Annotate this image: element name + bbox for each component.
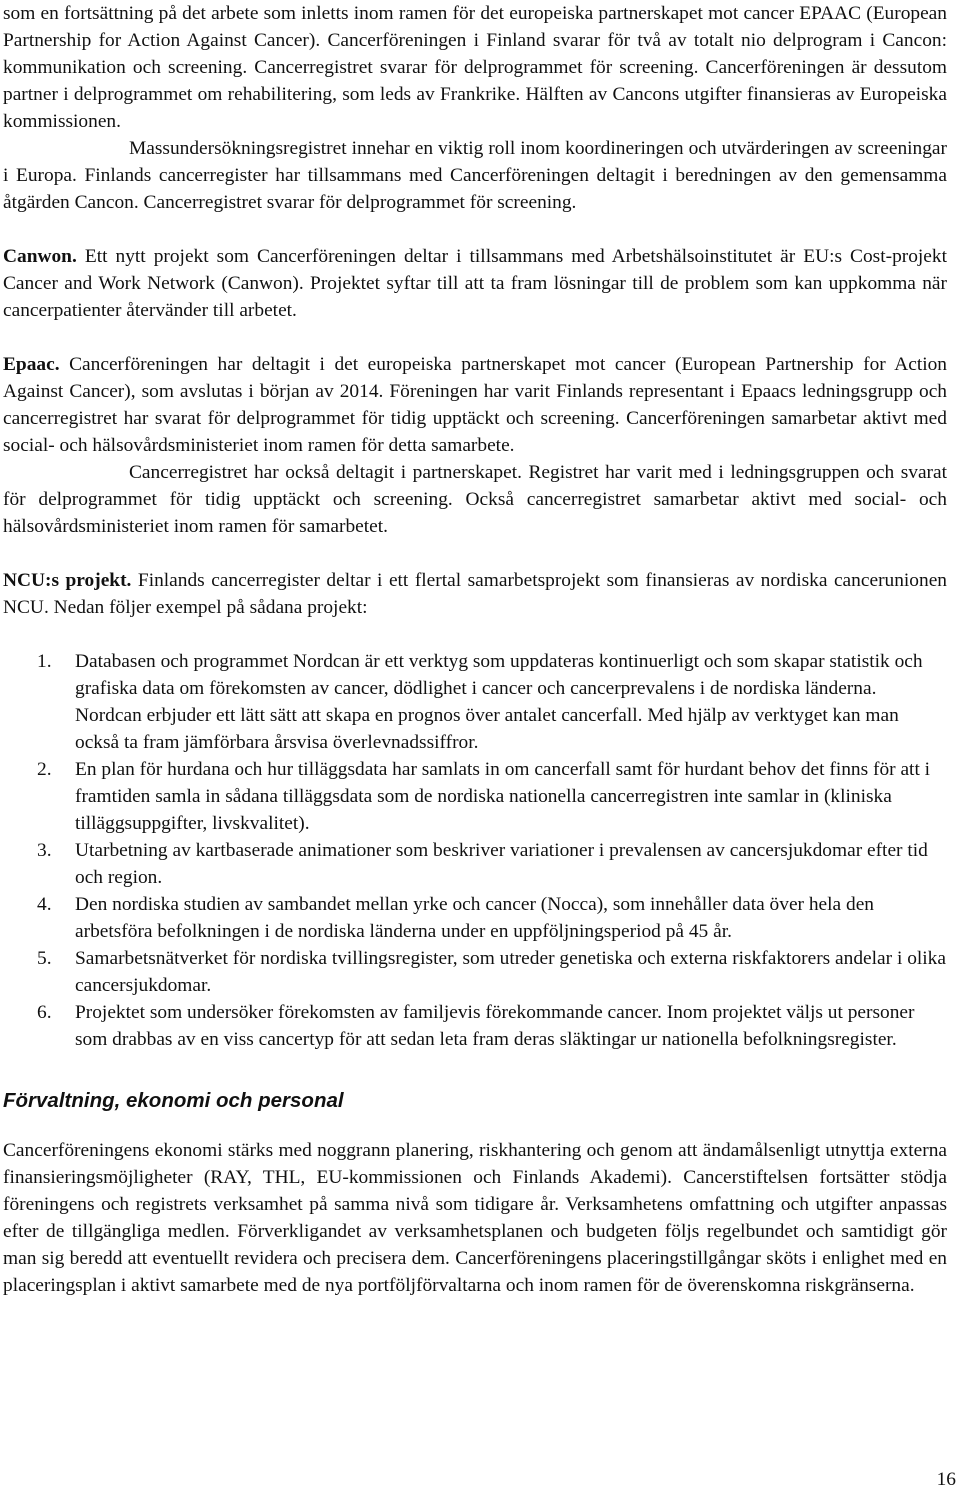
list-item-number: 2. <box>37 759 52 780</box>
list-item-text: Samarbetsnätverket för nordiska tvillingsregister, som utreder genetiska och externa riskfaktorers andelar i olika cancersjukdomar. <box>75 948 946 996</box>
intro-paragraph-screening-registry: Massundersökningsregistret innehar en viktig roll inom koordineringen och utvärderingen av screeningar i Europa. Finlands cancerregister har tillsammans med Cancerföreningen deltagit i beredningen av den gemensamma åtgärden Cancon. Cancerregistret svarar för delprogrammet för screening. <box>3 138 947 213</box>
list-item-text: Databasen och programmet Nordcan är ett verktyg som uppdateras kontinuerligt och som skapar statistik och grafiska data om förekomsten av cancer, dödlighet i cancer och cancerprevalens i de nordiska länderna. Nordcan erbjuder ett lätt sätt att skapa en prognos över antalet cancerfall. Med hjälp av verktyget kan man också ta fram jämförbara årsvisa överlevnadssiffror. <box>75 651 923 753</box>
list-item <box>3 648 947 756</box>
page-number: 16 <box>936 1469 956 1490</box>
list-item <box>3 891 947 945</box>
list-item <box>3 945 947 999</box>
document-page <box>3 0 947 1299</box>
list-item <box>3 837 947 891</box>
section-heading: Förvaltning, ekonomi och personal <box>3 1089 344 1112</box>
epaac-text: Cancerföreningen har deltagit i det europeiska partnerskapet mot cancer (European Partnership for Action Against Cancer), som avslutas i början av 2014. Föreningen har varit Finlands representant i Epaacs ledningsgrupp och cancerregistret har svarat för delprogrammet för tidig upptäckt och screening. Cancerföreningen samarbetar aktivt med social- och hälsovårdsministeriet inom ramen för detta samarbete. <box>3 354 947 456</box>
list-item-text: En plan för hurdana och hur tilläggsdata har samlats in om cancerfall samt för hurdant behov det finns för att i framtiden samla in sådana tilläggsdata som de nordiska nationella cancerregistren inte samlar in (kliniska tilläggsuppgifter, livskvalitet). <box>75 759 931 834</box>
canwon-text: Ett nytt projekt som Cancerföreningen deltar i tillsammans med Arbetshälsoinstitutet är EU:s Cost-projekt Cancer and Work Network (Canwon). Projektet syftar till att ta fram lösningar till de problem som kan uppkomma när cancerpatienter återvänder till arbetet. <box>3 246 947 321</box>
list-item <box>3 756 947 837</box>
list-item-text: Projektet som undersöker förekomsten av familjevis förekommande cancer. Inom projektet väljs ut personer som drabbas av en viss cancertyp för att sedan leta fram deras släktingar ur nationella befolkningsregister. <box>75 1002 915 1050</box>
epaac-label: Epaac. <box>3 354 60 375</box>
canwon-paragraph <box>3 243 947 324</box>
ncu-text: Finlands cancerregister deltar i ett flertal samarbetsprojekt som finansieras av nordiska cancerunionen NCU. Nedan följer exempel på sådana projekt: <box>3 570 948 618</box>
list-item-number: 1. <box>37 651 52 672</box>
list-item-text: Den nordiska studien av sambandet mellan yrke och cancer (Nocca), som innehåller data över hela den arbetsföra befolkningen i de nordiska länderna under en uppföljningsperiod på 45 år. <box>75 894 875 942</box>
canwon-label: Canwon. <box>3 246 77 267</box>
ncu-project-list <box>3 648 947 1053</box>
intro-paragraph-cancon: som en fortsättning på det arbete som inletts inom ramen för det europeiska partnerskapet mot cancer EPAAC (European Partnership for Action Against Cancer). Cancerföreningen i Finland svarar för två av totalt nio delprogram i Cancon: kommunikation och screening. Cancerregistret svarar för delprogrammet för screening. Cancerföreningen är dessutom partner i delprogrammet om rehabilitering, som leds av Frankrike. Hälften av Cancons utgifter finansieras av Europeiska kommissionen. <box>3 3 947 132</box>
list-item-number: 4. <box>37 894 52 915</box>
list-item-number: 3. <box>37 840 52 861</box>
list-item <box>3 999 947 1053</box>
epaac-paragraph <box>3 351 947 459</box>
epaac-paragraph-registry: Cancerregistret har också deltagit i partnerskapet. Registret har varit med i ledningsgruppen och svarat för delprogrammet för tidig upptäckt och screening. Också cancerregistret samarbetar aktivt med social- och hälsovårdsministeriet inom ramen för samarbetet. <box>3 462 947 537</box>
list-item-number: 5. <box>37 948 52 969</box>
list-item-number: 6. <box>37 1002 52 1023</box>
ncu-paragraph <box>3 567 947 621</box>
list-item-text: Utarbetning av kartbaserade animationer som beskriver variationer i prevalensen av cancersjukdomar efter tid och region. <box>75 840 928 888</box>
section-paragraph-economy: Cancerföreningens ekonomi stärks med noggrann planering, riskhantering och genom att ändamålsenligt utnyttja externa finansieringsmöjligheter (RAY, THL, EU-kommissionen och Finlands Akademi). Cancerstiftelsen fortsätter stödja föreningens och registrets verksamhet på samma nivå som tidigare år. Verksamhetens omfattning och utgifter anpassas efter de tillgängliga medlen. Förverkligandet av verksamhetsplanen och budgeten följs regelbundet och samtidigt gör man sig beredd att eventuellt revidera och precisera dem. Cancerföreningens placeringstillgångar sköts i enlighet med en placeringsplan i aktivt samarbete med de nya portföljförvaltarna och inom ramen för de överenskomna riskgränserna. <box>3 1140 947 1296</box>
ncu-label: NCU:s projekt. <box>3 570 132 591</box>
